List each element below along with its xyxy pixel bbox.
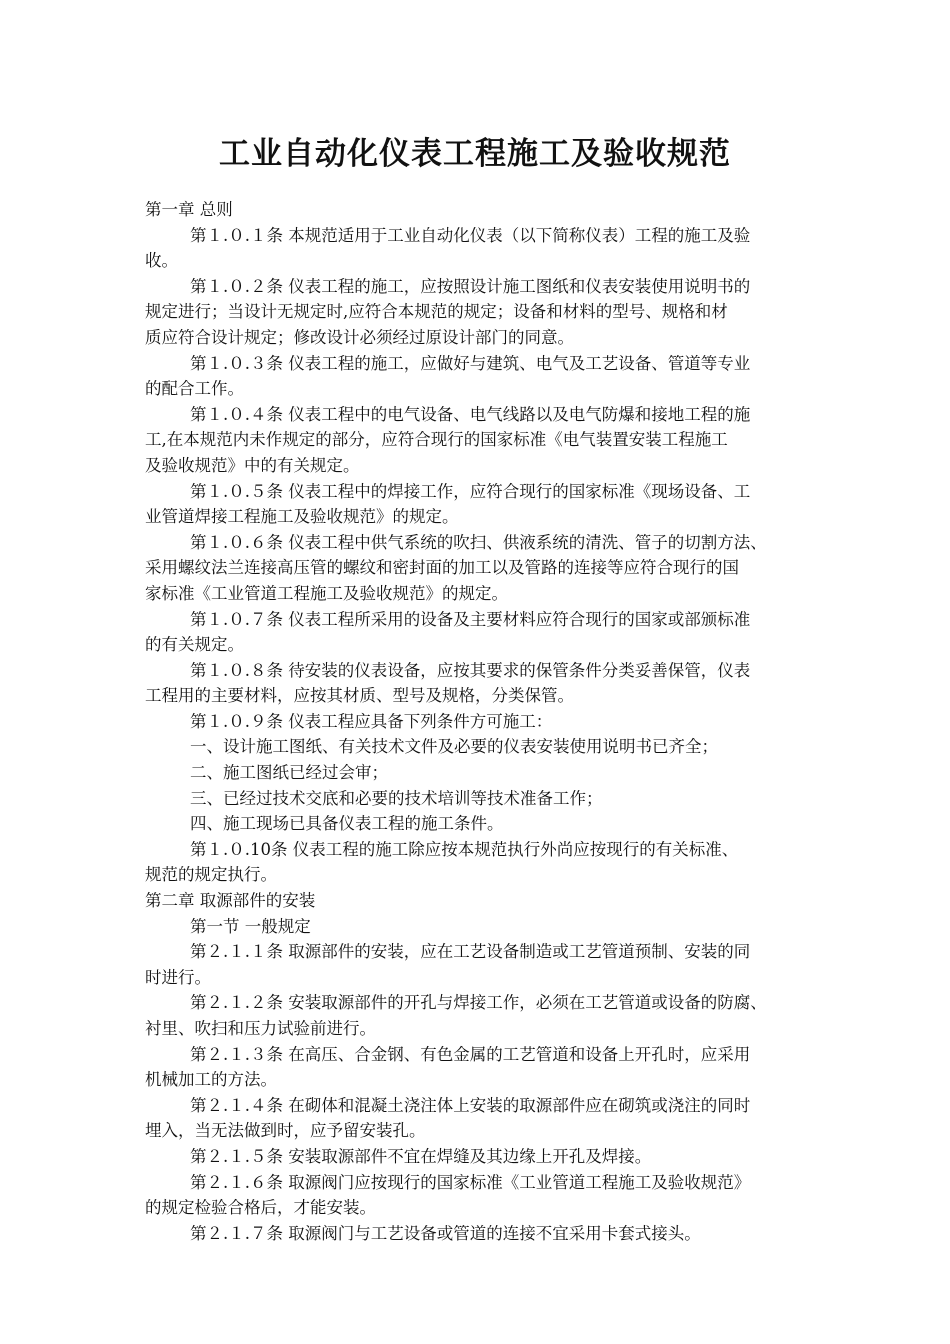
condition-item-1: 一、设计施工图纸、有关技术文件及必要的仪表安装使用说明书已齐全；	[190, 737, 718, 757]
article-1-0-10-cont: 规范的规定执行。	[145, 865, 277, 885]
article-1-0-7-cont: 的有关规定。	[145, 635, 244, 655]
condition-item-4: 四、施工现场已具备仪表工程的施工条件。	[190, 814, 504, 834]
article-2-1-1: 第２.１.１条 取源部件的安装，应在工艺设备制造或工艺管道预制、安装的同	[190, 942, 751, 962]
article-1-0-6-cont: 家标准《工业管道工程施工及验收规范》的规定。	[145, 583, 508, 603]
article-2-1-6-cont: 的规定检验合格后，才能安装。	[145, 1198, 376, 1218]
article-1-0-1-cont: 收。	[145, 251, 178, 271]
article-1-0-8-cont: 工程用的主要材料，应按其材质、型号及规格，分类保管。	[145, 686, 574, 706]
article-1-0-4-cont: 工,在本规范内未作规定的部分，应符合现行的国家标准《电气装置安装工程施工	[145, 430, 728, 450]
document-body	[145, 197, 815, 1246]
article-2-1-4: 第２.１.４条 在砌体和混凝土浇注体上安装的取源部件应在砌筑或浇注的同时	[190, 1095, 751, 1115]
article-2-1-3: 第２.１.３条 在高压、合金钢、有色金属的工艺管道和设备上开孔时，应采用	[190, 1044, 751, 1064]
article-2-1-3-cont: 机械加工的方法。	[145, 1070, 277, 1090]
article-2-1-1-cont: 时进行。	[145, 967, 211, 987]
article-1-0-9: 第１.０.９条 仪表工程应具备下列条件方可施工：	[190, 711, 553, 731]
article-1-0-2: 第１.０.２条 仪表工程的施工，应按照设计施工图纸和仪表安装使用说明书的	[190, 276, 751, 296]
article-1-0-8: 第１.０.８条 待安装的仪表设备，应按其要求的保管条件分类妥善保管，仪表	[190, 660, 751, 680]
article-1-0-1: 第１.０.１条 本规范适用于工业自动化仪表（以下简称仪表）工程的施工及验	[190, 225, 751, 245]
article-1-0-5: 第１.０.５条 仪表工程中的焊接工作，应符合现行的国家标准《现场设备、工	[190, 481, 751, 501]
article-1-0-6: 第１.０.６条 仪表工程中供气系统的吹扫、供液系统的清洗、管子的切割方法、	[190, 532, 767, 552]
chapter-heading: 第二章 取源部件的安装	[145, 891, 316, 911]
article-2-1-2: 第２.１.２条 安装取源部件的开孔与焊接工作，必须在工艺管道或设备的防腐、	[190, 993, 767, 1013]
article-1-0-5-cont: 业管道焊接工程施工及验收规范》的规定。	[145, 507, 459, 527]
section-heading: 第一节 一般规定	[190, 916, 311, 936]
chapter-heading: 第一章 总则	[145, 200, 233, 219]
condition-item-3: 三、已经过技术交底和必要的技术培训等技术准备工作；	[190, 788, 603, 808]
condition-item-2: 二、施工图纸已经过会审；	[190, 763, 388, 783]
article-1-0-4-cont: 及验收规范》中的有关规定。	[145, 455, 360, 475]
article-2-1-6: 第２.１.６条 取源阀门应按现行的国家标准《工业管道工程施工及验收规范》	[190, 1172, 751, 1192]
article-1-0-4: 第１.０.４条 仪表工程中的电气设备、电气线路以及电气防爆和接地工程的施	[190, 404, 751, 424]
article-1-0-3-cont: 的配合工作。	[145, 379, 244, 399]
article-2-1-7: 第２.１.７条 取源阀门与工艺设备或管道的连接不宜采用卡套式接头。	[190, 1223, 701, 1243]
article-2-1-5: 第２.１.５条 安装取源部件不宜在焊缝及其边缘上开孔及焊接。	[190, 1146, 652, 1166]
article-1-0-6-cont: 采用螺纹法兰连接高压管的螺纹和密封面的加工以及管路的连接等应符合现行的国	[145, 558, 739, 578]
document-title: 工业自动化仪表工程施工及验收规范	[219, 136, 731, 172]
article-1-0-2-cont: 质应符合设计规定；修改设计必须经过原设计部门的同意。	[145, 327, 574, 347]
article-1-0-3: 第１.０.３条 仪表工程的施工，应做好与建筑、电气及工艺设备、管道等专业	[190, 353, 751, 373]
article-1-0-10: 第１.０.10条 仪表工程的施工除应按本规范执行外尚应按现行的有关标准、	[190, 839, 739, 859]
article-2-1-2-cont: 衬里、吹扫和压力试验前进行。	[145, 1019, 376, 1038]
article-2-1-4-cont: 埋入，当无法做到时，应予留安装孔。	[145, 1121, 426, 1141]
article-1-0-2-cont: 规定进行；当设计无规定时,应符合本规范的规定；设备和材料的型号、规格和材	[145, 302, 728, 322]
article-1-0-7: 第１.０.７条 仪表工程所采用的设备及主要材料应符合现行的国家或部颁标准	[190, 609, 751, 629]
